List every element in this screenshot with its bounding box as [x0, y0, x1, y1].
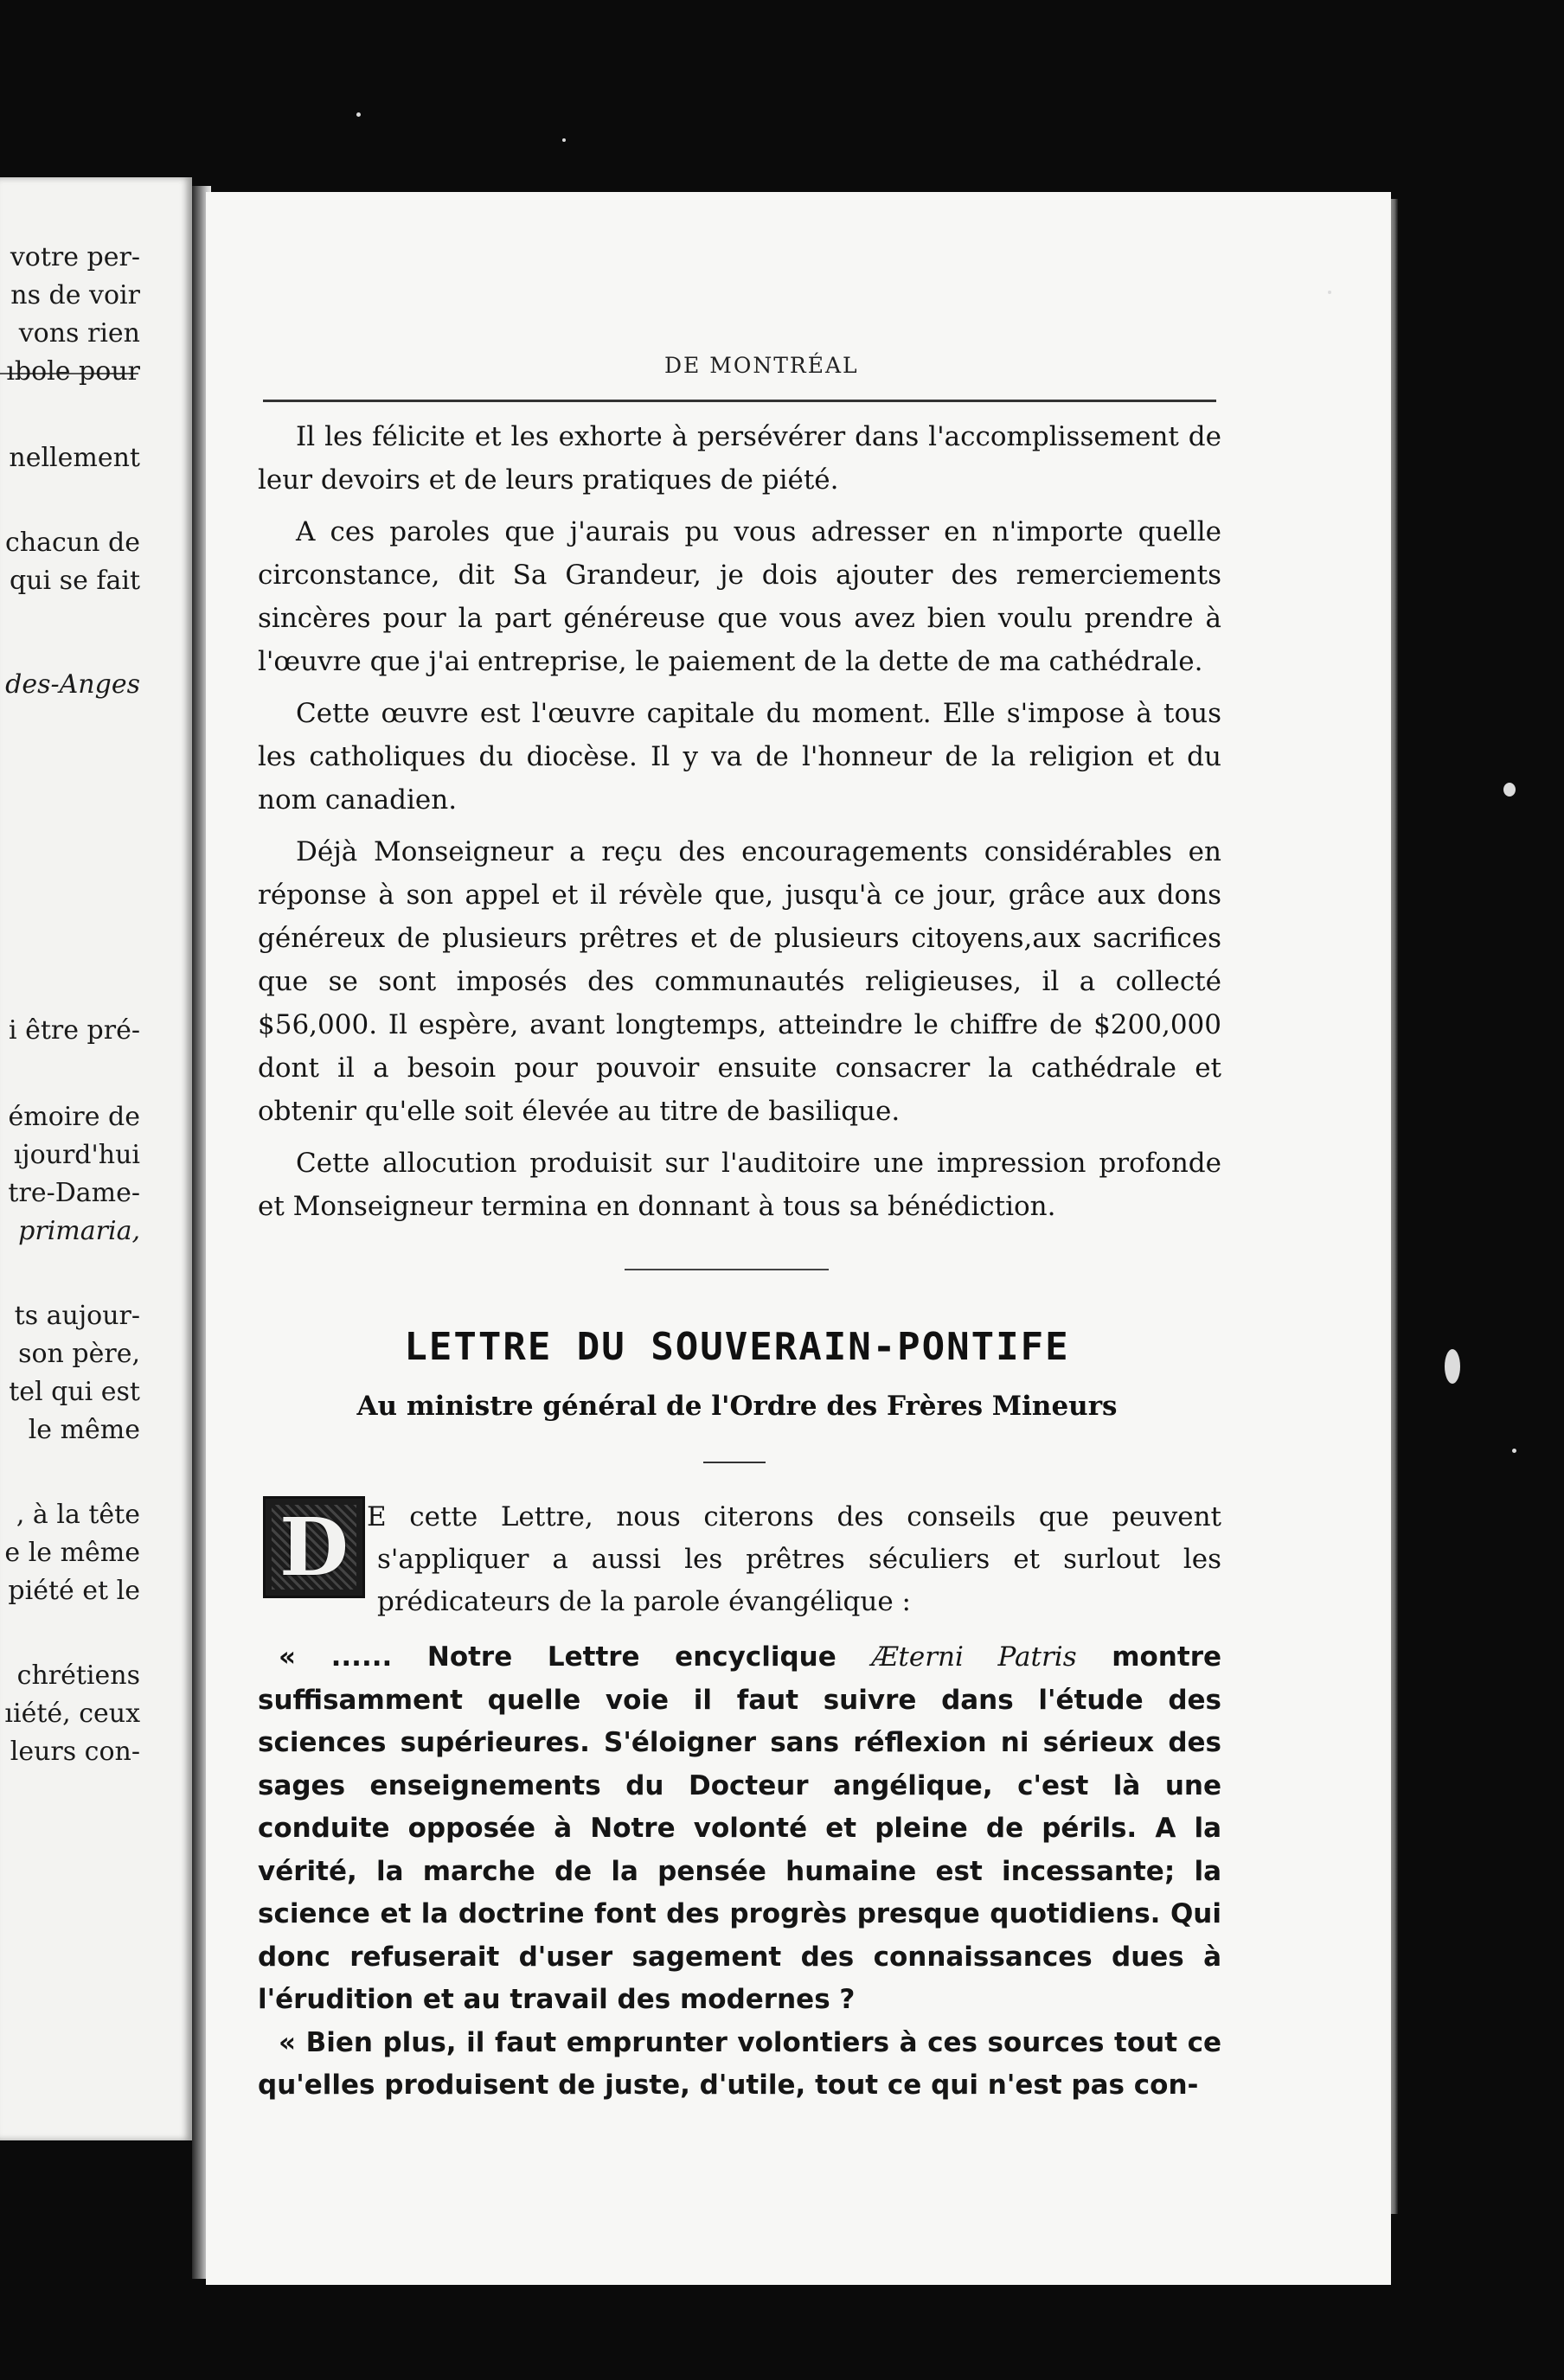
- title-rule: [703, 1462, 766, 1463]
- film-speck: [356, 112, 361, 117]
- letter-intro: [258, 1496, 1221, 1623]
- quote-text: montre suffisamment quelle voie il faut suivre dans l'étude des sciences supérieures. S'éloigner sans réflexion ni sérieux des sages enseignements du Docteur angélique, c'est là une conduite opposée à Notre volonté et pleine de périls. A la vérité, la marche de la pensée humaine est incessante; la science et la doctrine font des progrès presque quotidiens. Qui donc refuserait d'user sagement des connaissances dues à l'érudition et au travail des modernes ?: [258, 1641, 1222, 2015]
- left-page-line: son père,: [18, 1339, 140, 1369]
- left-page-line: e le même: [4, 1538, 140, 1568]
- running-head: DE MONTRÉAL: [664, 353, 859, 378]
- left-page-line: nellement: [9, 443, 140, 473]
- left-page-line: tel qui est: [9, 1377, 140, 1407]
- left-page-line: leurs con-: [10, 1737, 140, 1767]
- left-page-line: , à la tête: [16, 1500, 140, 1530]
- paragraph: Déjà Monseigneur a reçu des encouragements considérables en réponse à son appel et il révèle que, jusqu'à ce jour, grâce aux dons généreux de plusieurs prêtres et de plusieurs citoyens,aux sacrifices que se sont imposés des communautés religieuses, il a collecté $56,000. Il espère, avant longtemps, atteindre le chiffre de $200,000 dont il a besoin pour pouvoir ensuite consacrer la cathédrale et obtenir qu'elle soit élevée au titre de basilique.: [258, 836, 1221, 1127]
- paragraph: Cette allocution produisit sur l'auditoire une impression profonde et Monseigneur termina en donnant à tous sa bénédiction.: [258, 1148, 1221, 1222]
- section-separator: [625, 1269, 829, 1270]
- left-page-line: votre per-: [10, 242, 140, 272]
- intro-first-letter: E: [367, 1501, 387, 1532]
- body-text: [258, 415, 1221, 1237]
- left-page-line: ıiété, ceux: [4, 1699, 140, 1729]
- left-page-line: chacun de: [5, 528, 140, 558]
- letter-title: LETTRE DU SOUVERAIN-PONTIFE: [404, 1325, 1070, 1369]
- left-page-line: émoire de: [8, 1102, 140, 1132]
- film-speck: [562, 138, 566, 142]
- left-page-line: ns de voir: [10, 280, 140, 310]
- paragraph: Cette œuvre est l'œuvre capitale du moment. Elle s'impose à tous les catholiques du diocèse. Il y va de l'honneur de la religion et du nom canadien.: [258, 698, 1221, 816]
- left-page-line: primaria,: [18, 1216, 140, 1246]
- left-page-line: ıbole pour: [6, 356, 140, 387]
- film-speck: [1445, 1349, 1460, 1384]
- film-speck: [1503, 783, 1516, 797]
- document-page: [206, 192, 1391, 2285]
- intro-text: cette Lettre, nous citerons des conseils que peuvent s'appliquer a aussi les prêtres séculiers et surlout les prédicateurs de la parole évangélique :: [377, 1501, 1221, 1617]
- left-page-line: qui se fait: [10, 566, 140, 596]
- previous-page: [0, 177, 192, 2140]
- paragraph: A ces paroles que j'aurais pu vous adresser en n'importe quelle circonstance, dit Sa Grandeur, je dois ajouter des remerciements sincères pour la part généreuse que vous avez bien voulu prendre à l'œuvre que j'ai entreprise, le paiement de la dette de ma cathédrale.: [258, 516, 1221, 677]
- header-rule: [263, 400, 1216, 402]
- left-page-line: ts aujour-: [14, 1301, 140, 1331]
- left-page-line: tre-Dame-: [8, 1178, 140, 1208]
- left-page-line: des-Anges: [5, 669, 140, 700]
- dropcap-spacer: [258, 1496, 377, 1617]
- letter-quote: [258, 1636, 1221, 2108]
- quote-paragraph: [258, 1636, 1221, 2022]
- letter-subtitle: Au ministre général de l'Ordre des Frères Mineurs: [356, 1391, 1118, 1422]
- left-page-line: i être pré-: [8, 1015, 140, 1046]
- left-page-line: ıjourd'hui: [13, 1140, 140, 1170]
- quote-text: « ...... Notre Lettre encyclique: [279, 1641, 872, 1673]
- quote-paragraph: « Bien plus, il faut emprunter volontiers à ces sources tout ce qu'elles produisent de juste, d'utile, tout ce qui n'est pas con-: [258, 2026, 1221, 2101]
- left-page-line: piété et le: [8, 1576, 140, 1606]
- dropcap-letter: D: [279, 1500, 349, 1594]
- paragraph: Il les félicite et les exhorte à persévérer dans l'accomplissement de leur devoirs et de leurs pratiques de piété.: [258, 421, 1221, 496]
- left-page-line: chrétiens: [16, 1660, 140, 1691]
- film-speck: [1328, 291, 1331, 294]
- encyclical-title: Æterni Patris: [871, 1641, 1077, 1673]
- left-page-line: le même: [28, 1415, 140, 1445]
- left-page-line: vons rien: [18, 318, 140, 349]
- film-speck: [1512, 1449, 1516, 1453]
